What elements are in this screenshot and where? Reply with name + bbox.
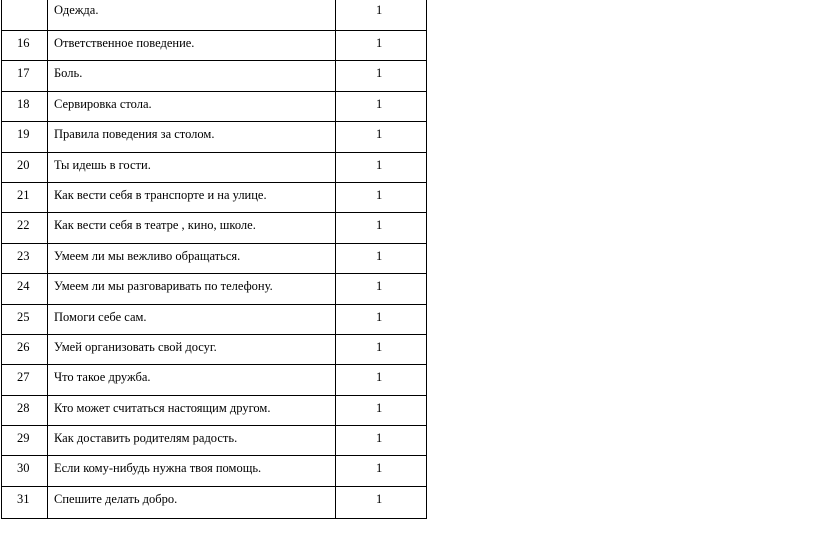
lesson-topic-cell <box>48 213 336 243</box>
lesson-number-cell <box>2 334 48 364</box>
lesson-topic-cell <box>48 456 336 486</box>
lesson-hours: 1 <box>376 431 383 446</box>
lesson-number <box>2 0 47 3</box>
lesson-number: 27 <box>17 370 30 385</box>
lesson-plan-table <box>1 0 427 519</box>
lesson-hours: 1 <box>376 400 383 415</box>
table-row <box>2 365 427 395</box>
lesson-topic: Умей организовать свой досуг. <box>54 339 217 354</box>
lesson-topic: Умеем ли мы разговаривать по телефону. <box>54 279 273 294</box>
lesson-topic: Сервировка стола. <box>54 96 152 111</box>
lesson-topic-cell <box>48 365 336 395</box>
lesson-topic: Правила поведения за столом. <box>54 127 215 142</box>
lesson-number: 19 <box>17 127 30 142</box>
lesson-hours-cell <box>336 426 427 456</box>
lesson-hours-cell <box>336 122 427 152</box>
lesson-number: 31 <box>17 491 30 506</box>
lesson-hours: 1 <box>376 339 383 354</box>
lesson-topic-cell <box>48 122 336 152</box>
lesson-hours-cell <box>336 304 427 334</box>
lesson-hours: 1 <box>376 309 383 324</box>
lesson-hours: 1 <box>376 96 383 111</box>
lesson-topic-cell <box>48 274 336 304</box>
lesson-hours: 1 <box>376 3 383 17</box>
lesson-number: 16 <box>17 36 30 50</box>
table-row <box>2 334 427 364</box>
lesson-number-cell <box>2 365 48 395</box>
lesson-number-cell <box>2 91 48 121</box>
lesson-hours: 1 <box>376 66 383 81</box>
lesson-hours: 1 <box>376 36 383 50</box>
lesson-hours: 1 <box>376 279 383 294</box>
lesson-topic-cell <box>48 152 336 182</box>
lesson-topic: Боль. <box>54 66 83 81</box>
table-row <box>2 0 427 31</box>
lesson-number: 28 <box>17 400 30 415</box>
lesson-topic-cell <box>48 334 336 364</box>
lesson-number-cell <box>2 243 48 273</box>
lesson-number: 30 <box>17 461 30 476</box>
lesson-hours-cell <box>336 31 427 61</box>
lesson-number: 26 <box>17 339 30 354</box>
lesson-topic-cell <box>48 31 336 61</box>
lesson-number-cell <box>2 486 48 518</box>
lesson-hours-cell <box>336 365 427 395</box>
lesson-hours: 1 <box>376 248 383 263</box>
lesson-number-cell <box>2 213 48 243</box>
lesson-topic: Помоги себе сам. <box>54 309 147 324</box>
lesson-topic-cell <box>48 243 336 273</box>
lesson-number: 24 <box>17 279 30 294</box>
lesson-topic-cell <box>48 304 336 334</box>
lesson-topic: Кто может считаться настоящим другом. <box>54 400 271 415</box>
table-row <box>2 426 427 456</box>
lesson-number: 22 <box>17 218 30 233</box>
lesson-topic: Одежда. <box>54 3 99 17</box>
lesson-hours: 1 <box>376 370 383 385</box>
lesson-hours-cell <box>336 243 427 273</box>
lesson-topic: Если кому-нибудь нужна твоя помощь. <box>54 461 262 476</box>
lesson-number: 18 <box>17 96 30 111</box>
lesson-number: 21 <box>17 187 30 202</box>
lesson-hours-cell <box>336 213 427 243</box>
lesson-number-cell <box>2 0 48 31</box>
lesson-number-cell <box>2 122 48 152</box>
lesson-topic-cell <box>48 91 336 121</box>
table-row <box>2 61 427 91</box>
table-row <box>2 486 427 518</box>
table-row <box>2 122 427 152</box>
lesson-number: 25 <box>17 309 30 324</box>
lesson-topic-cell <box>48 426 336 456</box>
lesson-hours-cell <box>336 182 427 212</box>
lesson-topic: Что такое дружба. <box>54 370 151 385</box>
lesson-topic: Ответственное поведение. <box>54 36 195 50</box>
lesson-number: 23 <box>17 248 30 263</box>
lesson-hours-cell <box>336 152 427 182</box>
table-row <box>2 395 427 425</box>
lesson-topic: Спешите делать добро. <box>54 491 178 506</box>
lesson-number: 17 <box>17 66 30 81</box>
lesson-hours: 1 <box>376 461 383 476</box>
lesson-number-cell <box>2 152 48 182</box>
lesson-topic-cell <box>48 61 336 91</box>
lesson-number-cell <box>2 456 48 486</box>
table-row <box>2 304 427 334</box>
lesson-number-cell <box>2 426 48 456</box>
table-row <box>2 243 427 273</box>
lesson-hours-cell <box>336 456 427 486</box>
table-row <box>2 274 427 304</box>
lesson-hours-cell <box>336 274 427 304</box>
lesson-number-cell <box>2 274 48 304</box>
lesson-hours: 1 <box>376 127 383 142</box>
table-row <box>2 31 427 61</box>
lesson-number-cell <box>2 182 48 212</box>
lesson-number-cell <box>2 395 48 425</box>
lesson-topic: Как вести себя в театре , кино, школе. <box>54 218 256 233</box>
lesson-hours-cell <box>336 334 427 364</box>
lesson-topic: Ты идешь в гости. <box>54 157 151 172</box>
table-row <box>2 91 427 121</box>
lesson-hours-cell <box>336 61 427 91</box>
lesson-hours-cell <box>336 91 427 121</box>
lesson-hours: 1 <box>376 157 383 172</box>
table-row <box>2 182 427 212</box>
lesson-hours-cell <box>336 0 427 31</box>
lesson-topic: Как доставить родителям радость. <box>54 431 238 446</box>
lesson-number-cell <box>2 304 48 334</box>
lesson-hours-cell <box>336 486 427 518</box>
lesson-number-cell <box>2 31 48 61</box>
table-row <box>2 213 427 243</box>
lesson-topic-cell <box>48 182 336 212</box>
lesson-topic: Как вести себя в транспорте и на улице. <box>54 187 267 202</box>
table-row <box>2 152 427 182</box>
lesson-hours: 1 <box>376 187 383 202</box>
lesson-number-cell <box>2 61 48 91</box>
lesson-number: 29 <box>17 431 30 446</box>
lesson-hours-cell <box>336 395 427 425</box>
lesson-topic-cell <box>48 395 336 425</box>
lesson-hours: 1 <box>376 491 383 506</box>
lesson-topic-cell <box>48 0 336 31</box>
lesson-topic-cell <box>48 486 336 518</box>
table-row <box>2 456 427 486</box>
lesson-topic: Умеем ли мы вежливо обращаться. <box>54 248 241 263</box>
lesson-number: 20 <box>17 157 30 172</box>
lesson-hours: 1 <box>376 218 383 233</box>
